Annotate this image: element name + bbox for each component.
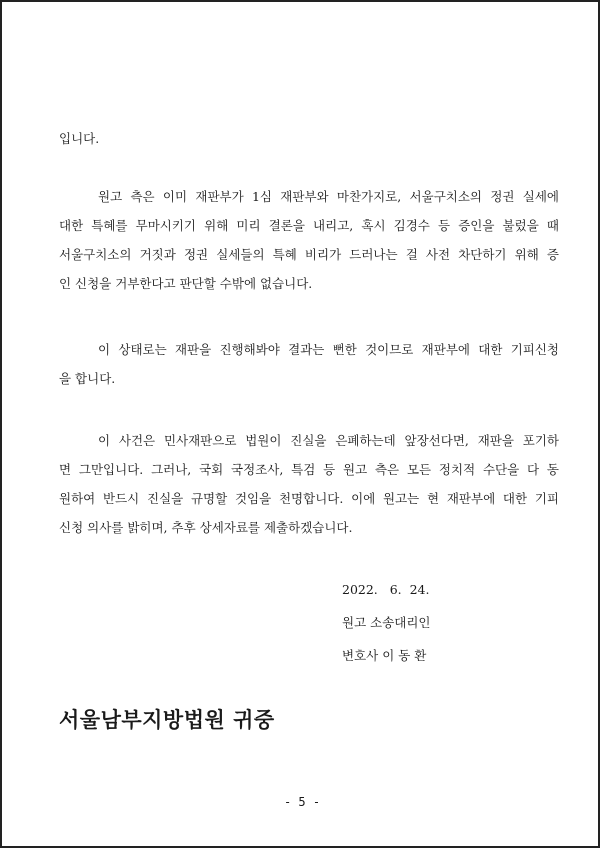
signature-name: 변호사 이 동 환 — [342, 648, 427, 663]
court-addressee: 서울남부지방법원 귀중 — [59, 708, 275, 732]
paragraph-1-line-4: 인 신청을 거부한다고 판단할 수밖에 없습니다. — [59, 276, 313, 291]
paragraph-3-line-3: 원하여 반드시 진실을 규명할 것임을 천명합니다. 이에 원고는 현 재판부에 대한 기피 — [59, 491, 559, 506]
paragraph-1-line-1: 원고 측은 이미 재판부가 1심 재판부와 마찬가지로, 서울구치소의 정권 실세에 — [98, 189, 559, 204]
paragraph-3-line-2: 면 그만입니다. 그러나, 국회 국정조사, 특검 등 원고 측은 모든 정치적 수단을 다 동 — [59, 462, 559, 477]
paragraph-2-line-1: 이 상태로는 재판을 진행해봐야 결과는 뻔한 것이므로 재판부에 대한 기피신청 — [98, 342, 559, 357]
paragraph-2-line-2: 을 합니다. — [59, 371, 116, 386]
signature-role: 원고 소송대리인 — [342, 615, 431, 630]
paragraph-1-line-3: 서울구치소의 거짓과 정권 실세들의 특혜 비리가 드러나는 걸 사전 차단하기 위해 증 — [59, 247, 559, 262]
page-number: - 5 - — [283, 795, 321, 809]
paragraph-continuation: 입니다. — [59, 131, 100, 146]
paragraph-3-line-1: 이 사건은 민사재판으로 법원이 진실을 은폐하는데 앞장선다면, 재판을 포기하 — [98, 433, 559, 448]
signature-date: 2022. 6. 24. — [342, 582, 430, 597]
paragraph-3-line-4: 신청 의사를 밝히며, 추후 상세자료를 제출하겠습니다. — [59, 520, 353, 535]
paragraph-1-line-2: 대한 특혜를 무마시키기 위해 미리 결론을 내리고, 혹시 김경수 등 증인을 불렀을 때 — [59, 218, 559, 233]
